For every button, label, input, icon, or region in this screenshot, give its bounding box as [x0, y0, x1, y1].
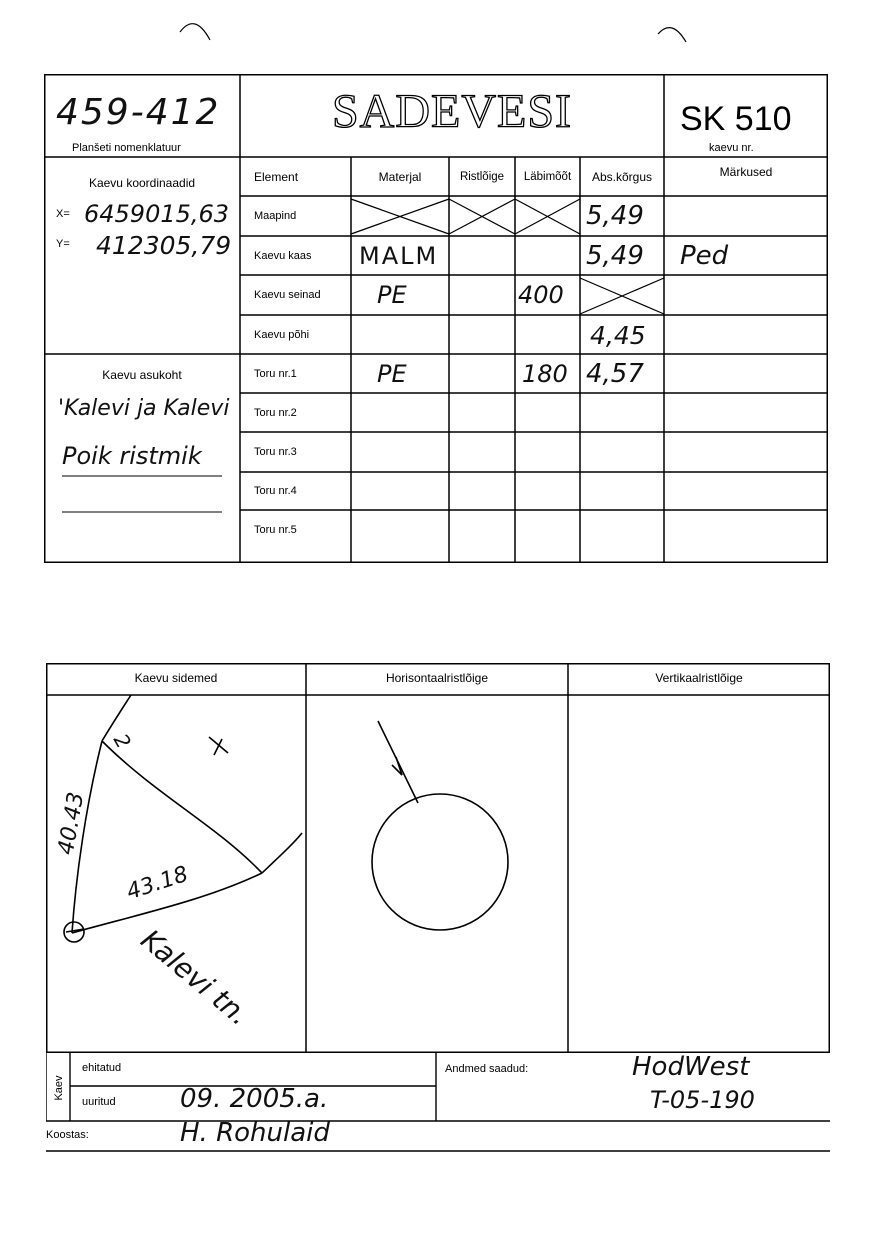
row-element: Toru nr.2	[254, 406, 297, 419]
row-element: Toru nr.4	[254, 485, 297, 497]
data-source-ref: T-05-190	[650, 1086, 755, 1114]
coord-x-value: 6459015,63	[84, 200, 230, 228]
street-name-label: Kalevi tn.	[134, 922, 256, 1033]
coord-x-label: X=	[56, 208, 70, 220]
coord-y-label: Y=	[56, 238, 70, 250]
abs-height-bottom: 4,45	[590, 320, 646, 350]
built-label: ehitatud	[82, 1062, 122, 1074]
well-card-bottom	[46, 663, 830, 1053]
compiler-value: H. Rohulaid	[180, 1118, 330, 1148]
row-element: Toru nr.3	[254, 446, 297, 458]
punch-hole-right	[650, 16, 700, 46]
row-element: Kaevu kaas	[254, 249, 312, 262]
abs-height-ground: 5,49	[586, 201, 644, 231]
material-pipe1: PE	[377, 360, 407, 388]
coord-y-value: 412305,79	[96, 231, 232, 260]
row-element: Kaevu seinad	[254, 289, 321, 301]
coords-label: Kaevu koordinaadid	[88, 176, 196, 190]
data-source-label: Andmed saadud:	[445, 1063, 529, 1075]
diameter-pipe1: 180	[522, 360, 568, 388]
nomenclature-value: 459-412	[56, 92, 221, 133]
location-label: Kaevu asukoht	[102, 368, 182, 382]
header-element: Element	[254, 169, 299, 184]
location-line1: 'Kalevi ja Kalevi	[58, 396, 230, 421]
header-notes: Märkused	[719, 165, 773, 179]
horizontal-section-sketch	[306, 695, 568, 1053]
punch-hole-left	[170, 12, 220, 42]
mark-2: 2	[108, 729, 136, 753]
well-number-label: kaevu nr.	[709, 142, 754, 154]
header-diameter: Läbimõõt	[523, 170, 572, 183]
surveyed-label: uuritud	[82, 1096, 116, 1108]
material-lid: MALM	[359, 242, 439, 270]
surveyed-value: 09. 2005.a.	[180, 1084, 329, 1114]
dimension-43-18: 43.18	[123, 861, 192, 906]
diameter-walls: 400	[518, 281, 564, 309]
row-element: Toru nr.1	[254, 367, 297, 380]
compiler-label: Koostas:	[46, 1129, 89, 1141]
page-title: SADEVESI	[331, 85, 572, 138]
header-material: Materjal	[378, 169, 422, 184]
header-section: Ristlõige	[459, 170, 505, 183]
row-element: Toru nr.5	[254, 524, 297, 536]
row-element: Kaevu põhi	[254, 328, 310, 341]
abs-height-pipe1: 4,57	[586, 359, 644, 389]
material-walls: PE	[377, 281, 407, 309]
kaev-label: Kaev	[53, 1075, 65, 1101]
data-source-value: HodWest	[632, 1052, 750, 1082]
col-vertical-label: Vertikaalristlõige	[655, 671, 743, 685]
dimension-40-43: 40.43	[53, 790, 90, 857]
row-element: Maapind	[254, 210, 297, 222]
col-horizontal-label: Horisontaalristlõige	[385, 671, 489, 685]
well-card-top	[44, 74, 828, 563]
well-number-value: SK 510	[680, 100, 792, 138]
header-abs-height: Abs.kõrgus	[591, 169, 653, 184]
abs-height-lid: 5,49	[586, 241, 644, 271]
nomenclature-label: Planšeti nomenklatuur	[72, 142, 181, 154]
note-lid: Ped	[680, 241, 729, 271]
col-ties-label: Kaevu sidemed	[134, 671, 218, 685]
location-line2: Poik ristmik	[62, 442, 202, 470]
